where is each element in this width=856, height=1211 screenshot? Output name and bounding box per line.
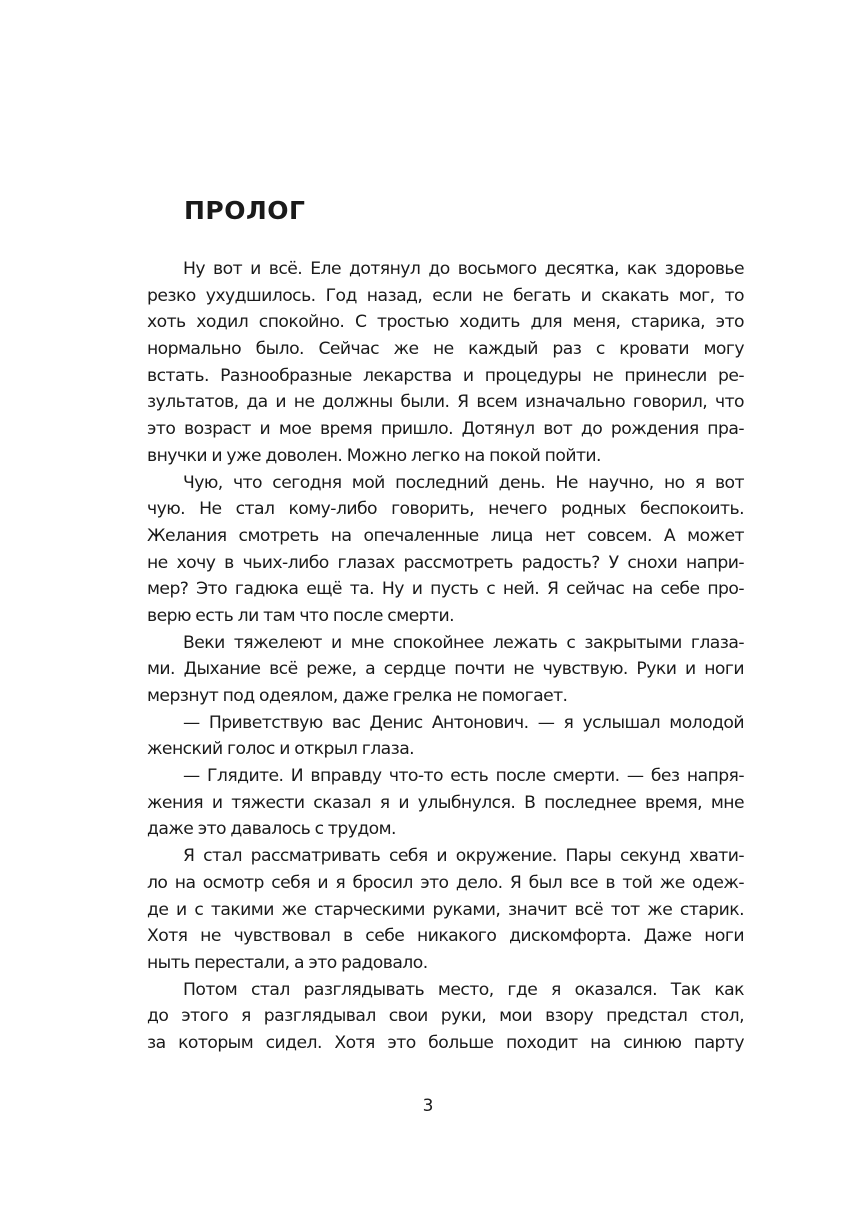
text-line: мерзнут под одеялом, даже грелка не помогает. (147, 686, 568, 706)
chapter-title: ПРОЛОГ (184, 196, 306, 225)
text-line: ныть перестали, а это радовало. (147, 952, 428, 973)
text-line: де и с такими же старческими руками, значит всё тот же старик. (147, 899, 744, 920)
text-line: Чую, что сегодня мой последний день. Не научно, но я вот (183, 472, 744, 493)
text-line: жения и тяжести сказал я и улыбнулся. В последнее время, мне (147, 792, 744, 813)
text-line: хоть ходил спокойно. С тростью ходить для меня, старика, это (147, 312, 744, 333)
paragraph (147, 977, 744, 1057)
text-line: нормально было. Сейчас же не каждый раз с кровати могу (147, 339, 744, 360)
paragraph (147, 256, 744, 470)
text-line: даже это давалось с трудом. (147, 819, 396, 840)
text-line: внучки и уже доволен. Можно легко на покой пойти. (147, 445, 601, 466)
paragraph (147, 843, 744, 976)
text-line: ло на осмотр себя и я бросил это дело. Я был все в той же одеж- (147, 872, 744, 893)
text-line: верю есть ли там что после смерти. (147, 605, 454, 626)
paragraph (147, 763, 744, 843)
text-line: это возраст и мое время пришло. Дотянул вот до рождения пра- (147, 419, 744, 440)
text-line: зультатов, да и не должны были. Я всем изначально говорил, что (147, 392, 744, 413)
page-number: 3 (422, 1096, 434, 1116)
text-line: не хочу в чьих-либо глазах рассмотреть радость? У снохи напри- (147, 552, 744, 573)
paragraph (147, 710, 744, 763)
text-line: ми. Дыхание всё реже, а сердце почти не чувствую. Руки и ноги (147, 659, 744, 680)
text-line: Потом стал разглядывать место, где я оказался. Так как (183, 979, 744, 1000)
text-line: встать. Разнообразные лекарства и процедуры не принесли ре- (147, 365, 744, 386)
text-line: мер? Это гадюка ещё та. Ну и пусть с ней. Я сейчас на себе про- (147, 579, 744, 600)
paragraph (147, 470, 744, 630)
body-text (147, 256, 744, 1057)
text-line: Желания смотреть на опечаленные лица нет совсем. А может (147, 525, 744, 546)
text-line: женский голос и открыл глаза. (147, 739, 415, 760)
text-line: — Приветствую вас Денис Антонович. — я услышал молодой (183, 712, 744, 733)
text-line: резко ухудшилось. Год назад, если не бегать и скакать мог, то (147, 285, 744, 306)
text-line: за которым сидел. Хотя это больше походит на синюю парту (147, 1032, 744, 1053)
text-line: Ну вот и всё. Еле дотянул до восьмого десятка, как здоровье (183, 259, 744, 279)
text-line: до этого я разглядывал свои руки, мои взору предстал стол, (147, 1006, 744, 1027)
text-line: Веки тяжелеют и мне спокойнее лежать с закрытыми глаза- (183, 632, 744, 653)
text-line: Я стал рассматривать себя и окружение. Пары секунд хвати- (183, 846, 744, 867)
paragraph (147, 630, 744, 710)
text-line: Хотя не чувствовал в себе никакого дискомфорта. Даже ноги (147, 926, 744, 947)
text-line: — Глядите. И вправду что-то есть после смерти. — без напря- (183, 766, 744, 787)
text-line: чую. Не стал кому-либо говорить, нечего родных беспокоить. (147, 499, 744, 520)
